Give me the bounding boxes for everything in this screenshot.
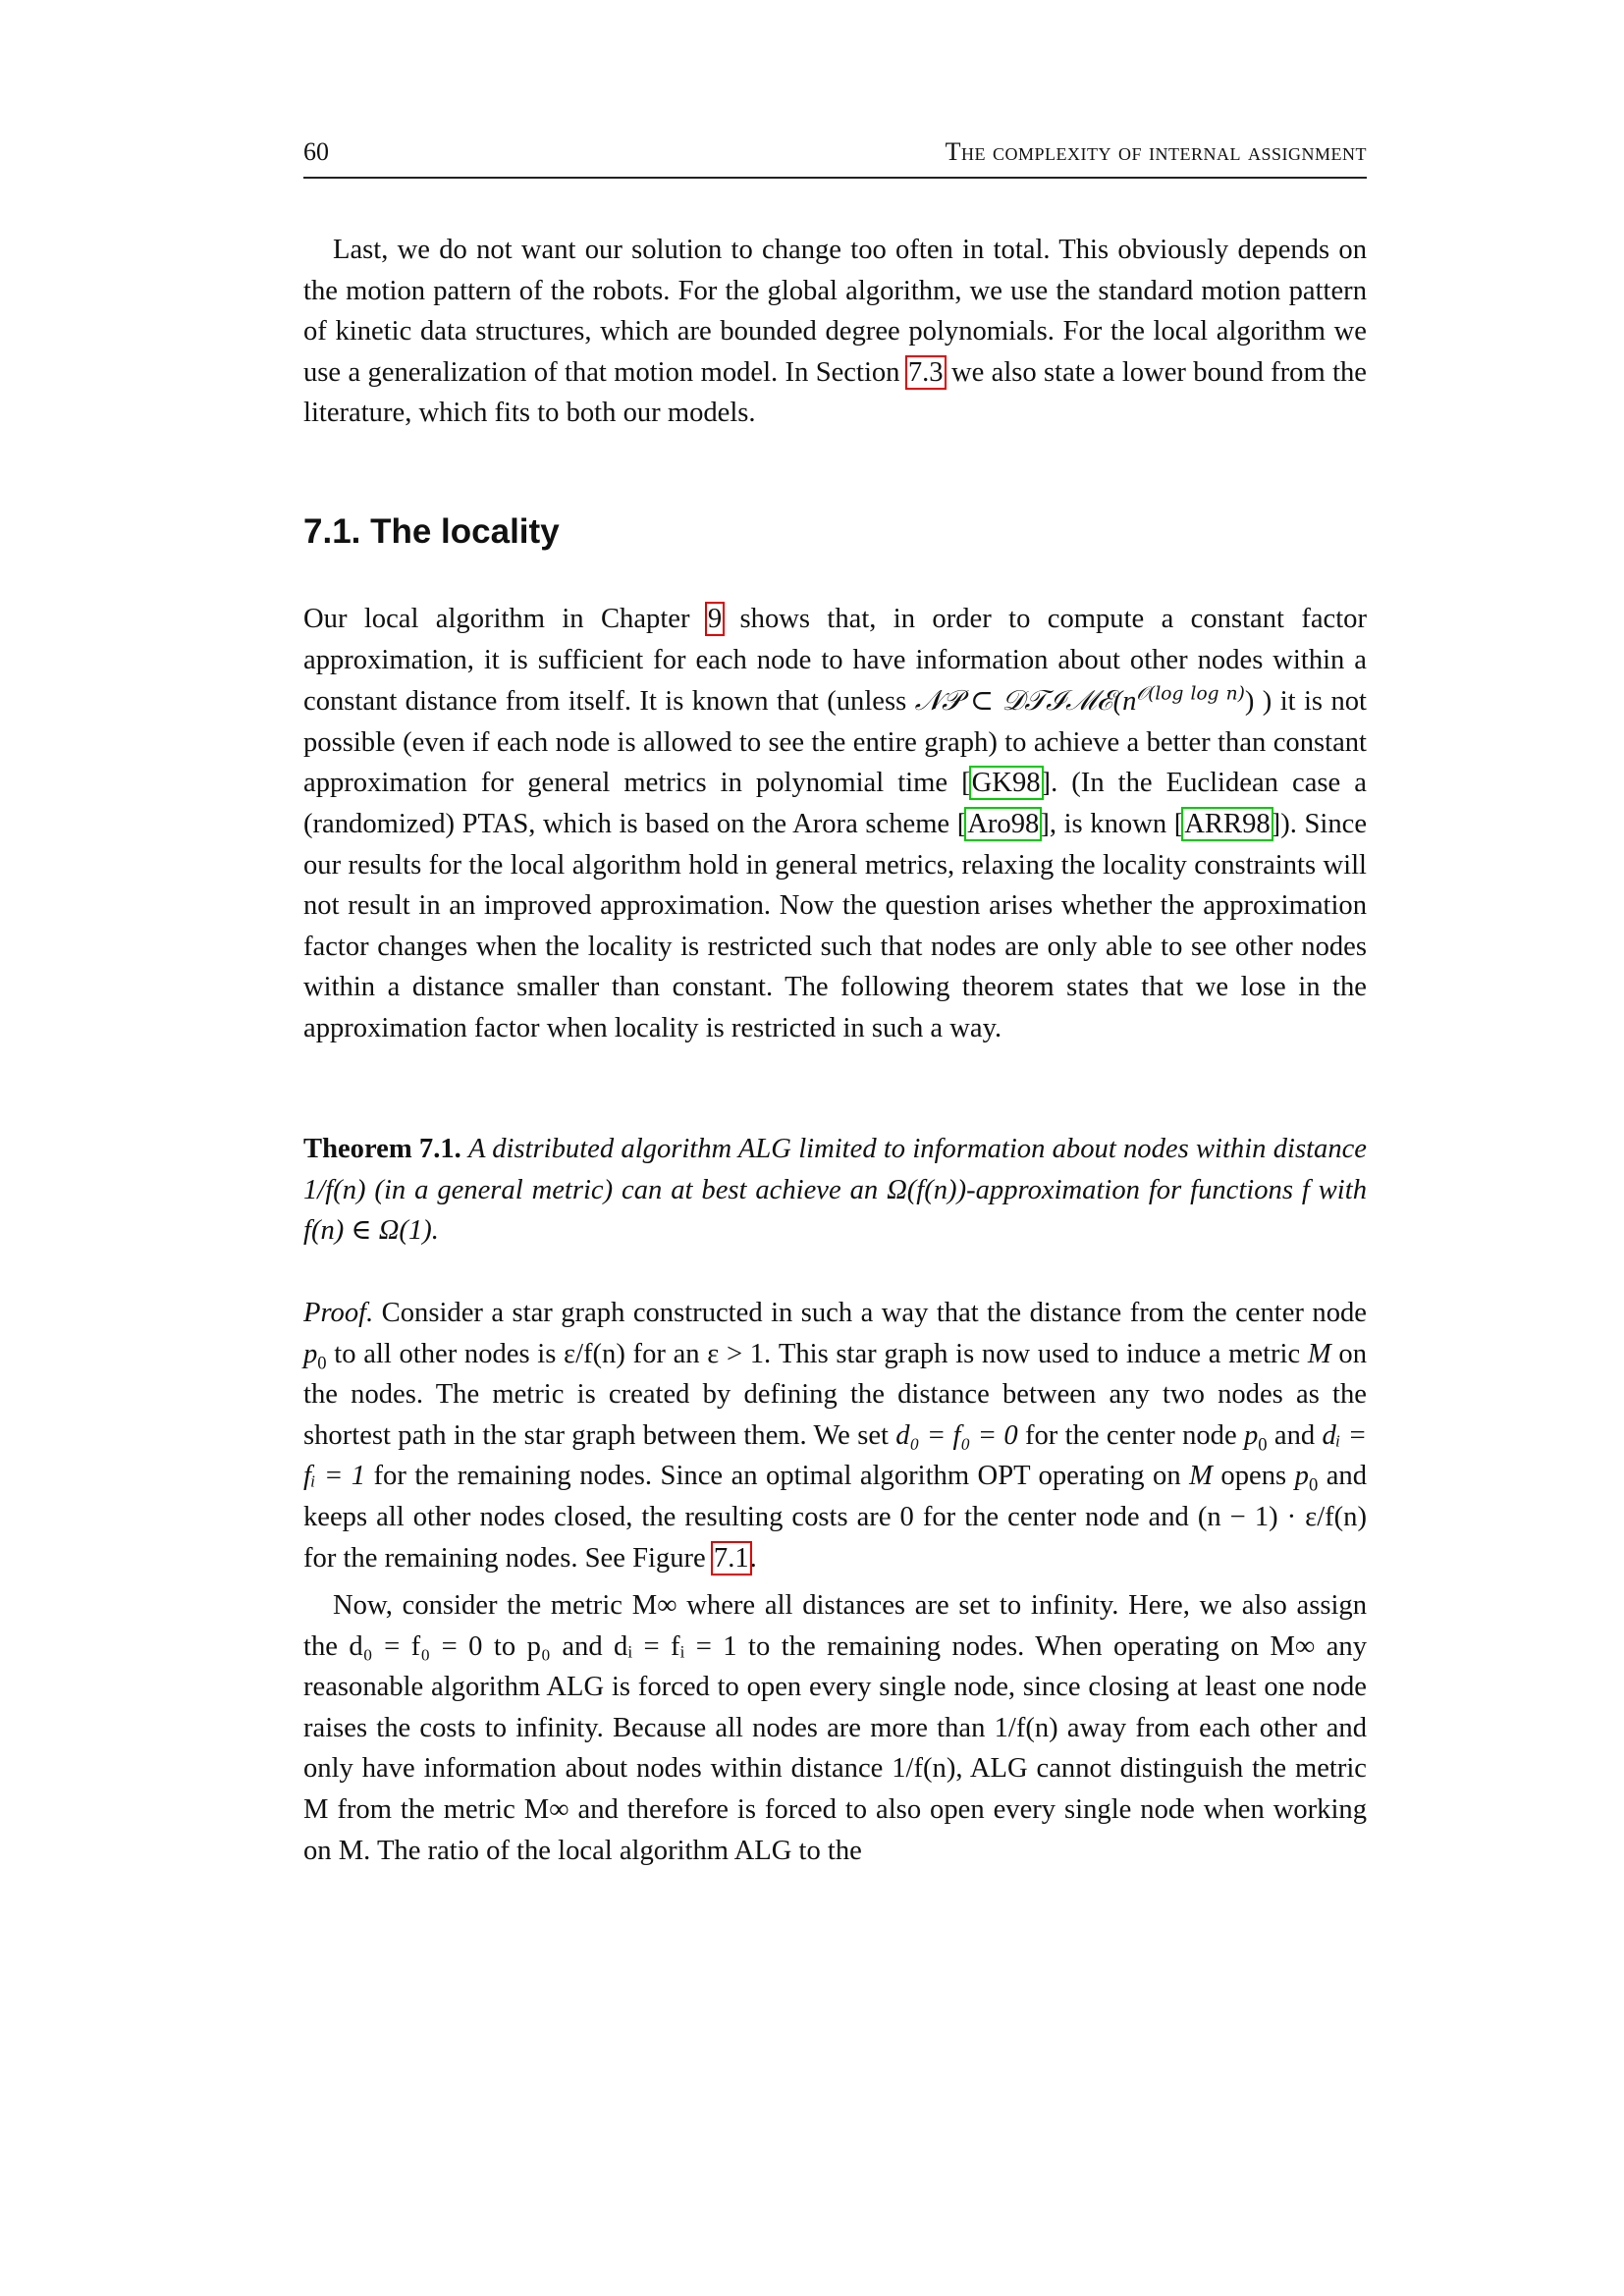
proof-text: on the nodes. The metric is created by defining the distance between any two nodes as the shortest path in the star graph between them. We set [303, 1338, 1367, 1451]
equation-di-fi: dᵢ = fᵢ = 1 [303, 1419, 1367, 1492]
metric-m: M [1189, 1461, 1213, 1492]
proof-text: to all other nodes is ε/f(n) for an ε > 1. This star graph is now used to induce a metric [326, 1338, 1308, 1369]
proof-text: and [1267, 1419, 1323, 1451]
proof-text: opens [1212, 1461, 1295, 1492]
dtime-symbol: 𝒟𝒯ℐℳℰ [1001, 683, 1113, 718]
chapter-ref-link[interactable]: 9 [707, 604, 723, 634]
theorem-body: A distributed algorithm ALG limited to information about nodes within distance 1/f(n) (in a general metric) can at best achieve an Ω(f(n))-approximation for functions f with f(n) ∈ Ω(1). [303, 1134, 1368, 1247]
locality-text: ], is known [ [1040, 808, 1184, 839]
locality-text: shows that, in order to compute a constant factor approximation, it is sufficient for each node to have information about other nodes within a constant distance from itself. It is known that (unless [303, 604, 1367, 718]
theorem-7-1 [303, 1129, 1367, 1252]
p-letter: p [1244, 1419, 1259, 1451]
dtime-exponent: 𝒪(log log n) [1136, 683, 1245, 705]
dtime-arg: (n [1112, 686, 1137, 718]
p0-symbol [1294, 1461, 1319, 1497]
proof-text: . [749, 1542, 757, 1574]
subset-symbol: ⊂ [961, 686, 1002, 718]
locality-text: Our local algorithm in Chapter [303, 604, 707, 634]
p-letter: p [303, 1338, 318, 1369]
intro-paragraph [303, 230, 1367, 434]
running-header [303, 137, 1367, 179]
proof-paragraph-1 [303, 1293, 1367, 1578]
p0-symbol [1244, 1419, 1268, 1456]
np-symbol: 𝒩𝒫 [914, 683, 962, 718]
locality-paragraph [303, 599, 1367, 1049]
proof-text-2: Now, consider the metric M∞ where all distances are set to infinity. Here, we also assign the d₀ = f₀ = 0 to p₀ and dᵢ = fᵢ = 1 to the remaining nodes. When operating on M∞ any reasonable algorithm ALG is forced to open every single node, since closing at least one node raises the costs to infinity. Because all nodes are more than 1/f(n) away from each other and only have information about nodes within distance 1/f(n), ALG cannot distinguish the metric M from the metric M∞ and therefore is forced to also open every single node when working on M. The ratio of the local algorithm ALG to the [303, 1590, 1367, 1866]
locality-text: ]. (In the Euclidean case a (randomized) PTAS, which is based on the Arora scheme [ [303, 768, 1367, 839]
citation-aro98-link[interactable]: Aro98 [967, 808, 1040, 839]
metric-m: M [1307, 1338, 1331, 1369]
theorem-label: Theorem 7.1. [303, 1134, 461, 1164]
proof-text: Consider a star graph constructed in such a way that the distance from the center node [373, 1298, 1367, 1328]
figure-ref-link[interactable]: 7.1 [713, 1542, 749, 1574]
section-heading: 7.1. The locality [303, 512, 560, 551]
p-subscript: 0 [1308, 1475, 1319, 1497]
citation-gk98-link[interactable]: GK98 [971, 768, 1041, 799]
intro-text-end: we also state a lower bound from the literature, which fits to both our models. [303, 356, 1367, 429]
p-subscript: 0 [1258, 1434, 1268, 1456]
section-ref-link[interactable]: 7.3 [907, 356, 944, 388]
locality-text: ]). Since our results for the local algorithm hold in general metrics, relaxing the locality constraints will not result in an improved approximation. Now the question arises whether the approximation factor changes when the locality is restricted such that nodes are only able to see other nodes within a distance smaller than constant. The following theorem states that we lose in the approximation factor when locality is restricted in such a way. [303, 808, 1368, 1043]
proof-label: Proof. [303, 1298, 374, 1328]
proof-text: and keeps all other nodes closed, the resulting costs are 0 for the center node and (n − 1) · ε/f(n) for the remaining nodes. See Figure [303, 1461, 1368, 1574]
p-subscript: 0 [317, 1353, 327, 1374]
page-number: 60 [303, 137, 329, 166]
p-letter: p [1294, 1461, 1309, 1492]
locality-text: ) ) it is not possible (even if each node is allowed to see the entire graph) to achieve a better than constant approximation for general metrics in polynomial time [ [303, 686, 1367, 799]
running-title: The complexity of internal assignment [945, 137, 1367, 166]
proof-text: for the remaining nodes. Since an optimal algorithm OPT operating on [365, 1461, 1190, 1492]
proof-text: for the center node [1017, 1419, 1244, 1451]
equation-d0-f0: d₀ = f₀ = 0 [895, 1419, 1018, 1451]
proof-paragraph-2 [303, 1585, 1367, 1871]
p0-symbol [303, 1338, 327, 1374]
intro-text: Last, we do not want our solution to change too often in total. This obviously depends on the motion pattern of the robots. For the global algorithm, we use the standard motion pattern of kinetic data structures, which are bounded degree polynomials. For the local algorithm we use a generalization of that motion model. In Section [303, 235, 1367, 388]
citation-arr98-link[interactable]: ARR98 [1184, 808, 1271, 839]
